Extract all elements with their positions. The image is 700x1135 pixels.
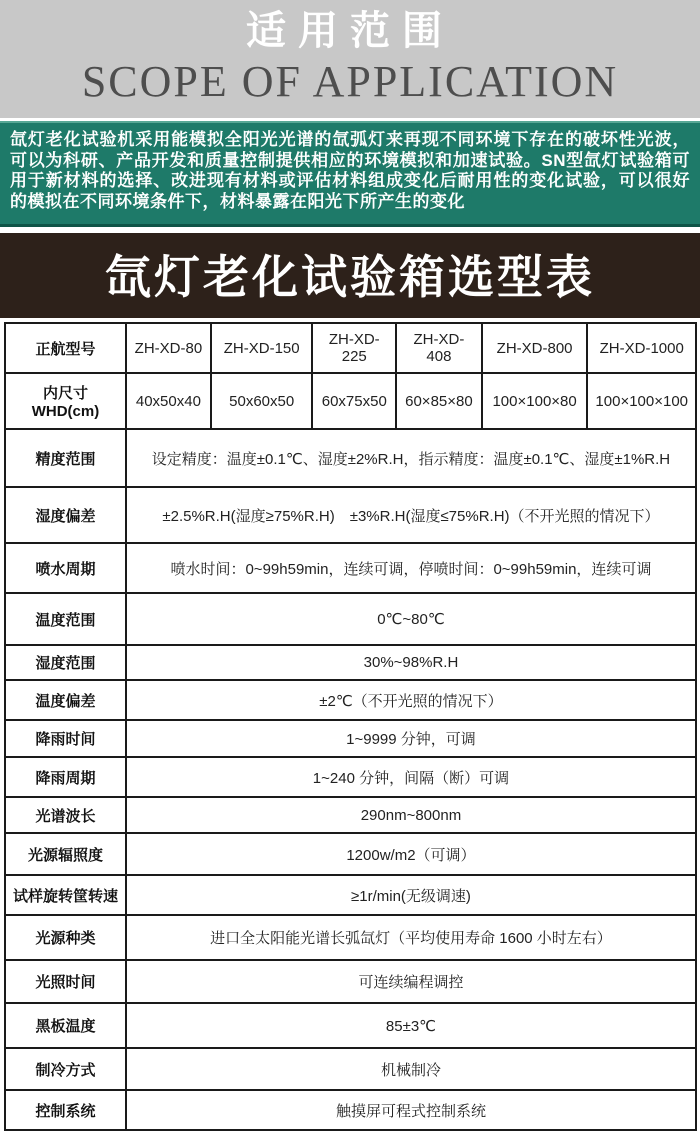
table-row (5, 1003, 696, 1048)
spec-value: ≥1r/min(无级调速) (126, 875, 696, 915)
spec-label: 制冷方式 (5, 1048, 126, 1090)
table-row-models (5, 323, 696, 373)
size-cell: 60x75x50 (312, 373, 396, 429)
size-row-label: 内尺寸 WHD(cm) (5, 373, 126, 429)
spec-label: 试样旋转筐转速 (5, 875, 126, 915)
table-row (5, 487, 696, 543)
spec-label: 温度范围 (5, 593, 126, 645)
spec-label: 降雨周期 (5, 757, 126, 797)
table-row (5, 680, 696, 720)
spec-value: 0℃~80℃ (126, 593, 696, 645)
spec-value: 290nm~800nm (126, 797, 696, 833)
table-row (5, 720, 696, 757)
spec-label: 黑板温度 (5, 1003, 126, 1048)
spec-label: 湿度偏差 (5, 487, 126, 543)
selection-table-title: 氙灯老化试验箱选型表 (105, 251, 595, 303)
spec-value: ±2.5%R.H(湿度≥75%R.H) ±3%R.H(湿度≤75%R.H)（不开光照的情况下） (126, 487, 696, 543)
spec-value: 可连续编程调控 (126, 960, 696, 1003)
table-row (5, 1090, 696, 1130)
table-row (5, 757, 696, 797)
model-cell: ZH-XD-80 (126, 323, 211, 373)
spec-value: 1~240 分钟，间隔（断）可调 (126, 757, 696, 797)
spec-value: 1200w/m2（可调） (126, 833, 696, 875)
selection-table-banner (0, 233, 700, 318)
table-row (5, 1048, 696, 1090)
spec-value: 1~9999 分钟，可调 (126, 720, 696, 757)
spec-label: 控制系统 (5, 1090, 126, 1130)
model-cell: ZH-XD-225 (312, 323, 396, 373)
spec-label: 喷水周期 (5, 543, 126, 593)
table-row (5, 875, 696, 915)
table-row (5, 833, 696, 875)
spec-label: 光谱波长 (5, 797, 126, 833)
table-row (5, 543, 696, 593)
spec-label: 精度范围 (5, 429, 126, 487)
page-title-cn: 适用范围 (246, 9, 454, 53)
model-row-label: 正航型号 (5, 323, 126, 373)
page-title-en: SCOPE OF APPLICATION (81, 57, 619, 106)
spec-label: 光照时间 (5, 960, 126, 1003)
table-row (5, 429, 696, 487)
spec-value: 设定精度：温度±0.1℃、湿度±2%R.H，指示精度：温度±0.1℃、湿度±1%R.H (126, 429, 696, 487)
table-row (5, 645, 696, 680)
spec-label: 温度偏差 (5, 680, 126, 720)
table-row (5, 960, 696, 1003)
spec-table (4, 322, 697, 1131)
scope-header (0, 0, 700, 118)
model-cell: ZH-XD-1000 (587, 323, 696, 373)
spec-label: 光源辐照度 (5, 833, 126, 875)
size-cell: 100×100×100 (587, 373, 696, 429)
scope-description-text: 氙灯老化试验机采用能模拟全阳光光谱的氙弧灯来再现不同环境下存在的破坏性光波，可以为科研、产品开发和质量控制提供相应的环境模拟和加速试验。SN型氙灯试验箱可用于新材料的选择、改进现有材料或评估材料组成变化后耐用性的变化试验，可以很好的模拟在不同环境条件下，材料暴露在阳光下所产生的变化 (10, 130, 690, 211)
model-cell: ZH-XD-408 (396, 323, 482, 373)
spec-label: 湿度范围 (5, 645, 126, 680)
size-cell: 40x50x40 (126, 373, 211, 429)
spec-value: 机械制冷 (126, 1048, 696, 1090)
spec-value: ±2℃（不开光照的情况下） (126, 680, 696, 720)
size-cell: 50x60x50 (211, 373, 313, 429)
table-row-inner-size (5, 373, 696, 429)
model-cell: ZH-XD-800 (482, 323, 588, 373)
spec-value: 喷水时间：0~99h59min，连续可调，停喷时间：0~99h59min，连续可调 (126, 543, 696, 593)
model-cell: ZH-XD-150 (211, 323, 313, 373)
spec-value: 30%~98%R.H (126, 645, 696, 680)
spec-label: 降雨时间 (5, 720, 126, 757)
spec-value: 触摸屏可程式控制系统 (126, 1090, 696, 1130)
spec-label: 光源种类 (5, 915, 126, 960)
spec-value: 进口全太阳能光谱长弧氙灯（平均使用寿命 1600 小时左右） (126, 915, 696, 960)
table-row (5, 593, 696, 645)
spec-value: 85±3℃ (126, 1003, 696, 1048)
size-cell: 60×85×80 (396, 373, 482, 429)
spec-table-wrapper (0, 318, 700, 1131)
scope-description-block (0, 121, 700, 227)
size-cell: 100×100×80 (482, 373, 588, 429)
table-row (5, 915, 696, 960)
table-row (5, 797, 696, 833)
